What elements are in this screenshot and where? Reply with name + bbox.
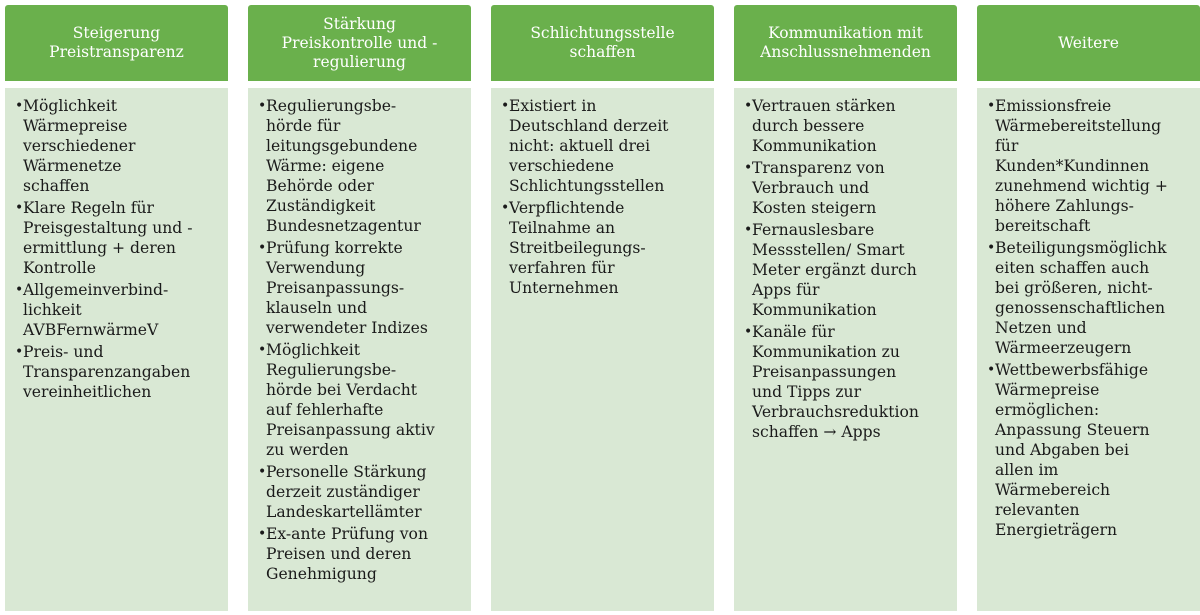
column-title: Steigerung Preistransparenz	[49, 24, 184, 61]
column-title: Stärkung Preiskontrolle und - regulierung	[281, 14, 438, 71]
list-item	[744, 96, 953, 156]
list-item-text: Ex-ante Prüfung von Preisen und deren Genehmigung	[266, 525, 428, 583]
bullet-icon: •	[15, 98, 24, 114]
bullet-icon: •	[258, 464, 267, 480]
list-item	[258, 340, 467, 460]
list-item-text: Vertrauen stärken durch bessere Kommunikation	[752, 97, 896, 155]
list-item-text: Möglichkeit Regulierungsbe- hörde bei Verdacht auf fehlerhafte Preisanpassung aktiv zu werden	[266, 341, 435, 459]
list-item	[987, 238, 1196, 358]
column-body	[491, 88, 714, 611]
column-body	[977, 88, 1200, 611]
list-item	[744, 158, 953, 218]
column-body	[248, 88, 471, 611]
bullet-icon: •	[744, 324, 753, 340]
column-title: Schlichtungsstelle schaffen	[530, 24, 675, 61]
list-item-text: Transparenz von Verbrauch und Kosten steigern	[752, 159, 885, 217]
item-list	[987, 96, 1196, 540]
list-item-text: Verpflichtende Teilnahme an Streitbeilegungs- verfahren für Unternehmen	[509, 199, 646, 297]
column-header	[734, 5, 957, 81]
list-item	[501, 198, 710, 298]
list-item	[258, 96, 467, 236]
list-item	[15, 96, 224, 196]
list-item	[744, 322, 953, 442]
column-body	[734, 88, 957, 611]
bullet-icon: •	[258, 240, 267, 256]
column-header	[977, 5, 1200, 81]
bullet-icon: •	[15, 282, 24, 298]
item-list	[744, 96, 953, 442]
bullet-icon: •	[987, 362, 996, 378]
item-list	[501, 96, 710, 298]
bullet-icon: •	[987, 240, 996, 256]
list-item	[258, 238, 467, 338]
column-weitere	[977, 5, 1200, 611]
list-item	[15, 342, 224, 402]
bullet-icon: •	[744, 160, 753, 176]
column-body	[5, 88, 228, 611]
column-schlichtungsstelle	[491, 5, 714, 611]
list-item	[501, 96, 710, 196]
bullet-icon: •	[501, 200, 510, 216]
list-item-text: Möglichkeit Wärmepreise verschiedener Wärmenetze schaffen	[23, 97, 136, 195]
list-item-text: Prüfung korrekte Verwendung Preisanpassungs- klauseln und verwendeter Indizes	[266, 239, 428, 337]
bullet-icon: •	[987, 98, 996, 114]
bullet-icon: •	[744, 98, 753, 114]
bullet-icon: •	[258, 526, 267, 542]
list-item-text: Klare Regeln für Preisgestaltung und - ermittlung + deren Kontrolle	[23, 199, 193, 277]
list-item-text: Wettbewerbsfähige Wärmepreise ermöglichen: Anpassung Steuern und Abgaben bei allen im Wärmebereich relevanten Energieträgern	[995, 361, 1150, 539]
column-title: Weitere	[1058, 33, 1119, 52]
item-list	[258, 96, 467, 584]
bullet-icon: •	[258, 342, 267, 358]
list-item-text: Regulierungsbe- hörde für leitungsgebundene Wärme: eigene Behörde oder Zuständigkeit Bundesnetzagentur	[266, 97, 421, 235]
bullet-icon: •	[15, 200, 24, 216]
list-item-text: Beteiligungsmöglichk eiten schaffen auch bei größeren, nicht- genossenschaftlichen Netzen und Wärmeerzeugern	[995, 239, 1167, 357]
column-staerkung-preiskontrolle	[248, 5, 471, 611]
list-item	[258, 462, 467, 522]
column-steigerung-preistransparenz	[5, 5, 228, 611]
list-item	[258, 524, 467, 584]
bullet-icon: •	[258, 98, 267, 114]
bullet-icon: •	[15, 344, 24, 360]
list-item-text: Kanäle für Kommunikation zu Preisanpassungen und Tipps zur Verbrauchsreduktion schaffen → Apps	[752, 323, 919, 441]
list-item	[15, 198, 224, 278]
list-item-text: Emissionsfreie Wärmebereitstellung für Kunden*Kundinnen zunehmend wichtig + höhere Zahlungs- bereitschaft	[995, 97, 1168, 235]
column-header	[5, 5, 228, 81]
list-item-text: Preis- und Transparenzangaben vereinheitlichen	[23, 343, 191, 401]
list-item	[987, 360, 1196, 540]
list-item-text: Existiert in Deutschland derzeit nicht: aktuell drei verschiedene Schlichtungsstellen	[509, 97, 669, 195]
list-item-text: Fernauslesbare Messstellen/ Smart Meter ergänzt durch Apps für Kommunikation	[752, 221, 917, 319]
bullet-icon: •	[744, 222, 753, 238]
column-header	[248, 5, 471, 81]
list-item	[744, 220, 953, 320]
bullet-icon: •	[501, 98, 510, 114]
list-item-text: Personelle Stärkung derzeit zuständiger Landeskartellämter	[266, 463, 427, 521]
item-list	[15, 96, 224, 402]
column-title: Kommunikation mit Anschlussnehmenden	[760, 24, 931, 61]
list-item	[15, 280, 224, 340]
list-item-text: Allgemeinverbind- lichkeit AVBFernwärmeV	[23, 281, 169, 339]
list-item	[987, 96, 1196, 236]
column-header	[491, 5, 714, 81]
column-kommunikation	[734, 5, 957, 611]
